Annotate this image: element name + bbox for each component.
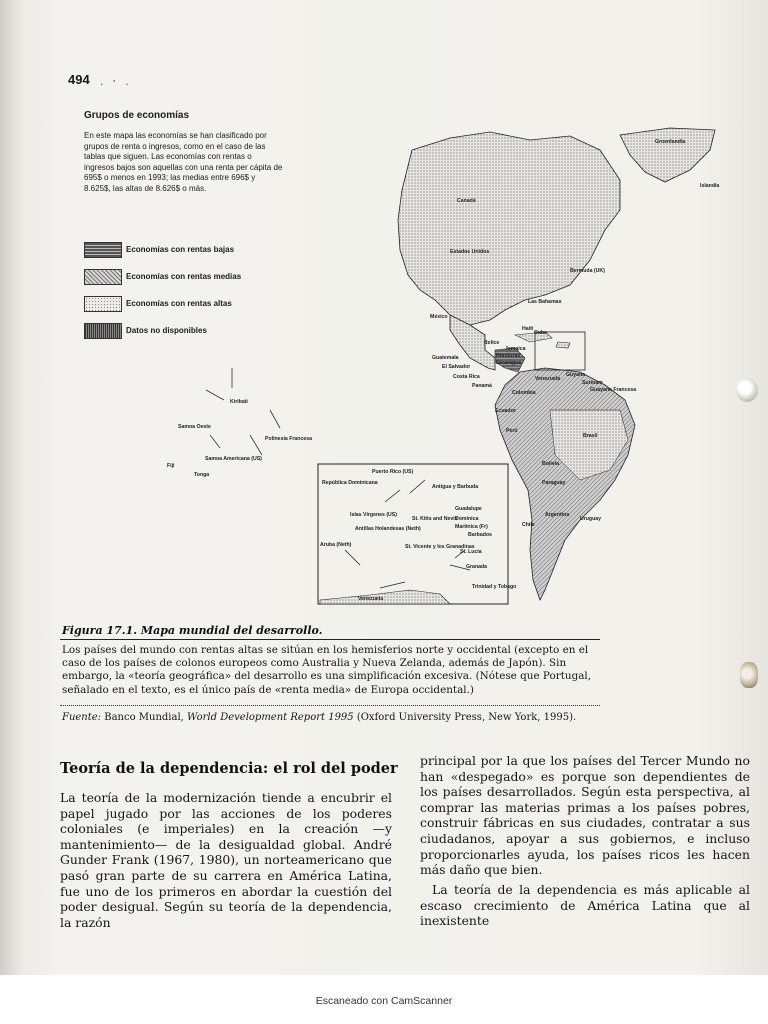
label-chile: Chile bbox=[522, 522, 535, 528]
label-puerto-rico: Puerto Rico (US) bbox=[372, 469, 414, 475]
label-ecuador: Ecuador bbox=[495, 408, 516, 414]
label-aruba: Aruba (Neth) bbox=[320, 542, 352, 548]
legend-label: Economías con rentas medias bbox=[126, 272, 242, 281]
body-left-column: La teoría de la modernización tiende a encubrir el papel jugado por las acciones de los poderes coloniales (e imperiales) en la creación —y mantenimiento— de la desigualdad global. André Gunder Frank (1967, 1980), un norteamericano que pasó gran parte de su carrera en América Latina, fue uno de los primeros en abordar la cuestión del poder desigual. Según su teoría de la dependencia, la razón bbox=[60, 790, 392, 930]
section-heading: Teoría de la dependencia: el rol del poder bbox=[60, 760, 398, 777]
label-eeuu: Estados Unidos bbox=[450, 249, 490, 255]
label-haiti: Haití bbox=[522, 326, 534, 332]
americas-map bbox=[150, 110, 730, 610]
binder-hole bbox=[736, 378, 758, 402]
label-dominica: Dominica bbox=[455, 516, 479, 522]
scan-marks: . ⸱ . bbox=[100, 74, 132, 88]
label-nicaragua: Nicaragua bbox=[496, 360, 522, 366]
label-venezuela-inset: Venezuela bbox=[358, 596, 384, 602]
scanner-watermark: Escaneado con CamScanner bbox=[315, 995, 453, 1007]
north-america-landmass bbox=[398, 132, 620, 325]
label-samoa-americana: Samoa Americana (US) bbox=[205, 456, 262, 462]
label-granada: Granada bbox=[466, 564, 488, 570]
label-kiribati: Kiribati bbox=[230, 399, 248, 405]
label-bolivia: Bolivia bbox=[542, 461, 560, 467]
label-guadalupe: Guadalupe bbox=[455, 506, 482, 512]
legend-description: En este mapa las economías se han clasificado por grupos de renta o ingresos, como en el caso de las tablas que siguen. Las economías con rentas o ingresos bajos son aquellas con una renta per cápita de 695$ o menos en 1993; las medias entre 696$ y 8.625$, las altas de 8.626$ o más. bbox=[84, 131, 283, 193]
label-colombia: Colombia bbox=[512, 390, 536, 396]
swatch-altas bbox=[84, 296, 122, 312]
figure-title-text: Mapa mundial del desarrollo. bbox=[140, 624, 323, 637]
label-uruguay: Uruguay bbox=[580, 516, 602, 522]
label-trinidad: Trinidad y Tobago bbox=[472, 584, 517, 590]
label-venezuela: Venezuela bbox=[535, 376, 561, 382]
label-guatemala: Guatemala bbox=[432, 355, 459, 361]
legend-label: Datos no disponibles bbox=[126, 326, 207, 335]
label-mexico: México bbox=[430, 314, 448, 320]
label-bahamas: Las Bahamas bbox=[528, 299, 562, 305]
legend-label: Economías con rentas bajas bbox=[126, 245, 235, 254]
label-paraguay: Paraguay bbox=[542, 480, 566, 486]
label-cuba: Cuba bbox=[534, 330, 547, 336]
label-martinica: Martinica (Fr) bbox=[455, 524, 488, 530]
figure-title bbox=[62, 624, 322, 637]
body-right-column: principal por la que los países del Tercer Mundo no han «despegado» es porque son dependientes de los países desarrollados. Según esta perspectiva, al comprar las materias primas a los países pobres, construir fábricas en sus ciudades, contratar a sus ciudadanos, apoyar a sus gobiernos, e incluso proporcionarles ayuda, los países ricos les hacen más daño que bien. bbox=[420, 753, 750, 878]
label-argentina: Argentina bbox=[545, 512, 570, 518]
label-samoa-oeste: Samoa Oeste bbox=[178, 424, 211, 430]
label-panama: Panamá bbox=[472, 383, 492, 389]
label-tonga: Tonga bbox=[194, 472, 210, 478]
label-antillas: Antillas Holandesas (Neth) bbox=[355, 526, 421, 532]
label-polinesia: Polinesia Francesa bbox=[265, 436, 312, 442]
legend-label: Economías con rentas altas bbox=[126, 299, 232, 308]
label-canada: Canadá bbox=[457, 198, 476, 204]
swatch-bajas bbox=[84, 242, 122, 258]
label-islandia: Islandia bbox=[700, 183, 720, 189]
label-peru: Perú bbox=[506, 428, 518, 434]
source-pre: Banco Mundial, bbox=[101, 712, 188, 723]
caption-rule-bottom bbox=[60, 705, 600, 706]
binder-hole bbox=[740, 662, 758, 688]
label-antigua: Antigua y Barbuda bbox=[432, 484, 479, 490]
label-surinam: Surinam bbox=[582, 380, 603, 386]
label-republica-dominicana: República Dominicana bbox=[322, 480, 378, 486]
page-number: 494 bbox=[68, 72, 90, 87]
swatch-nd bbox=[84, 323, 122, 339]
source-post: (Oxford University Press, New York, 1995). bbox=[353, 712, 577, 723]
label-guayana-francesa: Guayana Francesa bbox=[590, 387, 637, 393]
label-belice: Belice bbox=[484, 340, 500, 346]
source-label: Fuente: bbox=[62, 712, 102, 723]
label-fiji: Fiji bbox=[167, 463, 175, 469]
body-right-column-para2: La teoría de la dependencia es más aplicable al escaso crecimiento de América Latina que al inexistente bbox=[420, 882, 750, 929]
greenland bbox=[620, 128, 715, 182]
label-islas-virgenes: Islas Vírgenes (US) bbox=[350, 512, 397, 518]
label-barbados: Barbados bbox=[468, 532, 492, 538]
label-costa-rica: Costa Rica bbox=[453, 374, 480, 380]
legend-title: Grupos de economías bbox=[84, 110, 190, 121]
label-st-vicente: St. Vicente y los Granadinas bbox=[405, 544, 475, 550]
label-st-kitts: St. Kitts and Nevis bbox=[412, 516, 458, 522]
label-st-lucia: St. Lucía bbox=[460, 549, 482, 555]
swatch-medias bbox=[84, 269, 122, 285]
caption-rule-top bbox=[60, 639, 600, 640]
label-guyana: Guyana bbox=[566, 372, 586, 378]
label-brasil: Brasil bbox=[583, 433, 598, 439]
source-title: World Development Report 1995 bbox=[187, 712, 354, 723]
figure-source bbox=[62, 712, 622, 723]
label-el-salvador: El Salvador bbox=[442, 364, 471, 370]
figure-label: Figura 17.1. bbox=[62, 624, 138, 637]
label-groenlandia: Groenlandia bbox=[655, 139, 686, 145]
figure-caption: Los países del mundo con rentas altas se sitúan en los hemisferios norte y occidental (excepto en el caso de los países de colonos europeos como Australia y Nueva Zelanda, además de Japón). Sin embargo, la «teoría geográfica» del desarrollo es una simplificación excesiva. (Nótese que Portugal, señalado en el texto, es el único país de «renta media» de Europa occidental.) bbox=[62, 644, 592, 696]
label-jamaica: Jamaica bbox=[505, 346, 526, 352]
label-honduras: Honduras bbox=[496, 353, 521, 359]
label-bermuda: Bermuda (UK) bbox=[570, 268, 605, 274]
